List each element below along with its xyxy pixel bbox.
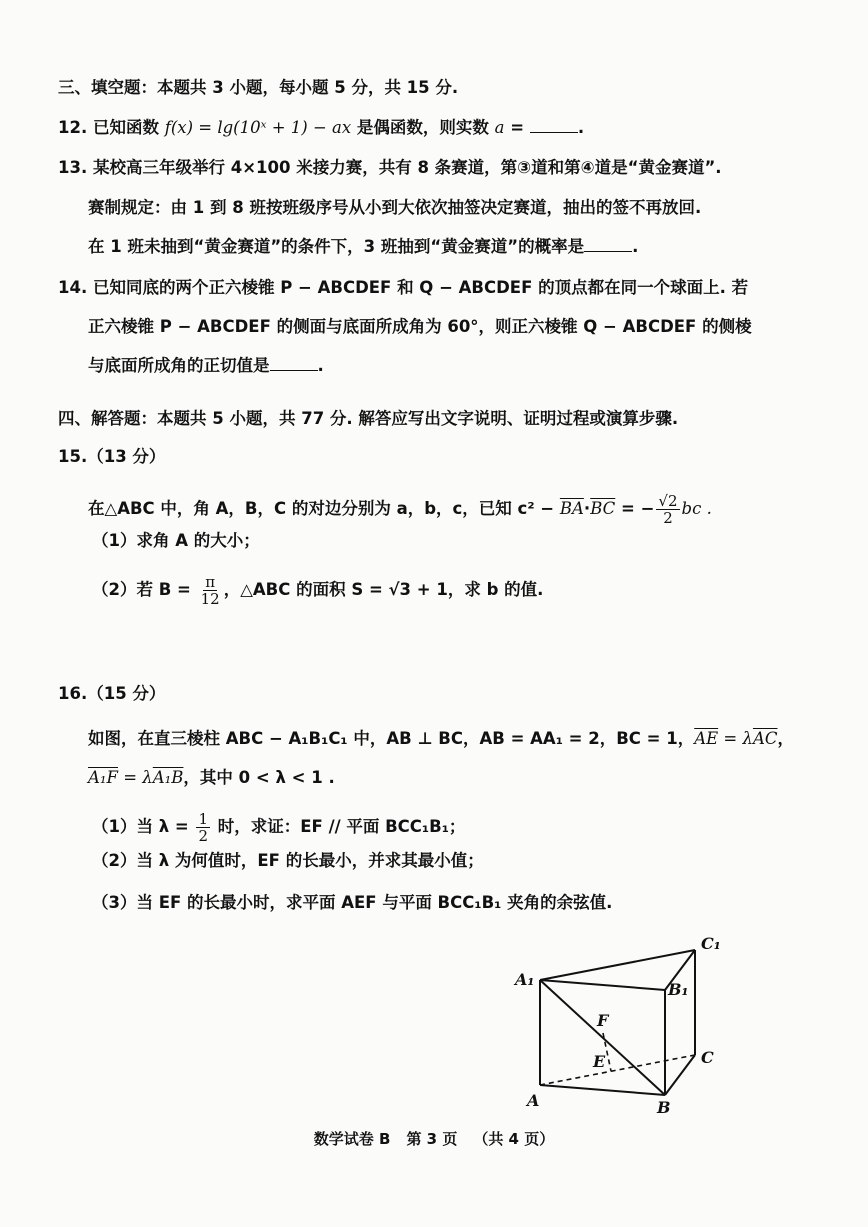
answer-blank — [584, 237, 632, 252]
vector-A1B: A₁B — [152, 768, 184, 787]
question-12 — [58, 117, 584, 139]
label-B: B — [657, 1098, 671, 1115]
label-C: C — [701, 1048, 714, 1067]
q16-part1 — [92, 805, 465, 849]
section4-heading: 四、解答题：本题共 5 小题，共 77 分. 解答应写出文字说明、证明过程或演算步骤. — [58, 409, 679, 428]
q16-part2: （2）当 λ 为何值时，EF 的长最小，并求其最小值； — [92, 851, 484, 870]
label-E: E — [593, 1052, 606, 1071]
q14-line3-text: 与底面所成角的正切值是 — [88, 356, 270, 375]
q15-part1: （1）求角 A 的大小； — [92, 531, 260, 550]
label-A: A — [527, 1091, 540, 1110]
q16-title: 16.（15 分） — [58, 684, 166, 703]
q16-part3: （3）当 EF 的长最小时，求平面 AEF 与平面 BCC₁B₁ 夹角的余弦值. — [92, 893, 613, 912]
q15-stem-b: = − — [615, 499, 655, 518]
q12-prefix: 12. 已知函数 — [58, 118, 165, 137]
q15-p2-a: （2）若 B = — [92, 580, 197, 599]
fraction — [199, 574, 222, 607]
fraction-numerator: 1 — [198, 810, 209, 828]
label-B1: B₁ — [668, 980, 689, 999]
fraction-denominator: 2 — [198, 827, 209, 845]
q13-end: . — [632, 237, 639, 256]
footer-total: （共 4 页） — [473, 1130, 555, 1148]
q14-line1: 14. 已知同底的两个正六棱锥 P − ABCDEF 和 Q − ABCDEF 的顶点都在同一个球面上. 若 — [58, 278, 749, 297]
segment-A1B — [540, 980, 665, 1095]
dot-operator: · — [583, 499, 591, 518]
q14-line3 — [88, 355, 324, 377]
footer-page: 第 3 页 — [406, 1130, 458, 1148]
edge-A1B1 — [540, 980, 665, 990]
section3-heading: 三、填空题：本题共 3 小题，每小题 5 分，共 15 分. — [58, 78, 459, 97]
edge-AB — [540, 1085, 665, 1095]
q15-p2-b: ，△ABC 的面积 S = √3 + 1，求 b 的值. — [223, 580, 544, 599]
vector-A1F: A₁F — [88, 768, 118, 787]
q16-p1-a: （1）当 λ = — [92, 817, 195, 836]
vector-AC: $\overline{AC}$ — [752, 729, 778, 748]
q12-eq: = — [504, 118, 530, 137]
q12-end: . — [577, 118, 585, 137]
fraction-denominator: 12 — [200, 590, 220, 608]
q12-suffix: 是偶函数，则实数 — [351, 118, 495, 137]
q16-stem-line2 — [88, 767, 335, 789]
label-F: F — [597, 1011, 609, 1030]
q14-end: . — [317, 356, 324, 375]
q16-stem2-b: ，其中 0 < λ < 1 . — [183, 768, 335, 787]
q15-part2 — [92, 568, 543, 612]
footer-subject: 数学试卷 B — [313, 1130, 391, 1148]
q13-line3 — [88, 236, 638, 258]
q15-stem — [88, 487, 712, 531]
q13-line2: 赛制规定：由 1 到 8 班按班级序号从小到大依次抽签决定赛道，抽出的签不再放回. — [88, 198, 702, 217]
edge-A1C1 — [540, 950, 695, 980]
label-A1: A₁ — [515, 970, 535, 989]
page-footer — [0, 1128, 868, 1149]
eq-lambda: = λ — [117, 768, 153, 787]
label-C1: C₁ — [701, 934, 721, 953]
answer-blank — [270, 356, 318, 371]
edge-AC-hidden — [540, 1055, 695, 1085]
edge-BC — [665, 1055, 695, 1095]
fraction-denominator: 2 — [663, 509, 673, 527]
q15-stem-c: bc . — [681, 499, 712, 518]
fraction-numerator: π — [205, 573, 216, 591]
q12-formula: f(x) = lg(10ˣ + 1) − ax — [164, 118, 352, 137]
q13-line3-text: 在 1 班未抽到“黄金赛道”的条件下，3 班抽到“黄金赛道”的概率是 — [88, 237, 585, 256]
eq-lambda: = λ — [718, 729, 753, 748]
q15-title: 15.（13 分） — [58, 447, 166, 466]
fraction — [196, 811, 210, 844]
vector-BC: $\overline{BC}$ — [590, 499, 616, 518]
q13-line1: 13. 某校高三年级举行 4×100 米接力赛，共有 8 条赛道，第③道和第④道是“黄金赛道”. — [58, 158, 722, 177]
vector-AE: $\overline{AE}$ — [694, 729, 719, 748]
q16-stem1-a: 如图，在直三棱柱 ABC − A₁B₁C₁ 中，AB ⊥ BC，AB = AA₁ = 2，BC = 1， — [88, 729, 695, 748]
answer-blank — [530, 118, 578, 133]
prism-figure — [505, 925, 735, 1115]
fraction-numerator: √2 — [658, 492, 678, 510]
q14-line2: 正六棱锥 P − ABCDEF 的侧面与底面所成角为 60°，则正六棱锥 Q − ABCDEF 的侧棱 — [88, 317, 752, 336]
comma: ， — [777, 729, 794, 748]
q16-stem-line1 — [88, 728, 794, 750]
q16-p1-b: 时，求证：EF // 平面 BCC₁B₁； — [212, 817, 466, 836]
vector-BA: $\overline{BA}$ — [559, 499, 584, 518]
fraction — [656, 493, 679, 526]
q15-stem-a: 在△ABC 中，角 A，B，C 的对边分别为 a，b，c，已知 c² − — [88, 499, 560, 518]
q12-var: a — [494, 118, 505, 137]
